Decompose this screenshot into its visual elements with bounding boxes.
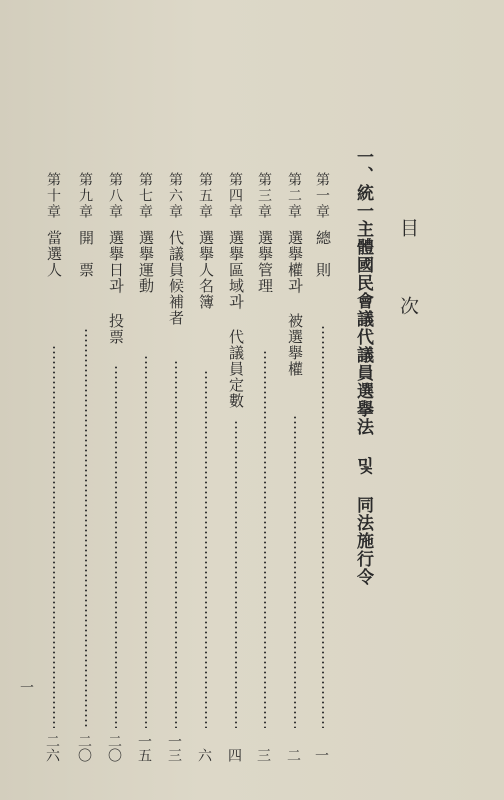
chapter-number: 第一章	[314, 172, 330, 220]
dot-leader	[85, 328, 87, 728]
page-ref: 二〇	[76, 734, 92, 762]
chapter-title: 開 票	[77, 230, 95, 278]
toc-entry[interactable]	[76, 172, 96, 762]
dot-leader	[264, 350, 266, 728]
page-ref: 六	[196, 748, 212, 762]
chapter-number: 第七章	[137, 172, 153, 220]
chapter-number: 第六章	[167, 172, 183, 220]
toc-entry[interactable]	[313, 172, 333, 762]
page-ref: 二六	[44, 734, 60, 762]
dot-leader	[294, 415, 296, 728]
toc-entry[interactable]	[226, 172, 246, 762]
page-number: 一	[18, 680, 34, 694]
chapter-title: 選擧運動	[137, 230, 155, 294]
toc-entry[interactable]	[136, 172, 156, 762]
chapter-title: 當選人	[45, 230, 63, 278]
page-ref: 三	[255, 748, 271, 762]
dot-leader	[53, 345, 55, 728]
chapter-title: 選擧人名簿	[197, 230, 215, 310]
toc-entry[interactable]	[255, 172, 275, 762]
toc-entry[interactable]	[285, 172, 305, 762]
chapter-number: 第四章	[227, 172, 243, 220]
dot-leader	[205, 370, 207, 728]
chapter-title: 代議員候補者	[167, 230, 185, 326]
dot-leader	[175, 360, 177, 728]
page-ref: 一三	[166, 734, 182, 762]
page-ref: 四	[226, 748, 242, 762]
chapter-number: 第十章	[45, 172, 61, 220]
chapter-title: 選擧權과 被選擧權	[286, 230, 304, 377]
toc-entry[interactable]	[44, 172, 64, 762]
dot-leader	[115, 365, 117, 728]
page-ref: 二	[285, 748, 301, 762]
chapter-number: 第二章	[286, 172, 302, 220]
chapter-title: 選擧區域과 代議員定數	[227, 230, 245, 409]
page-ref: 二〇	[106, 734, 122, 762]
dot-leader	[145, 355, 147, 728]
toc-heading-part2: 次	[397, 296, 419, 315]
toc-heading-part1: 目	[397, 218, 419, 237]
toc-entry[interactable]	[196, 172, 216, 762]
page-ref: 一五	[136, 734, 152, 762]
chapter-number: 第五章	[197, 172, 213, 220]
chapter-title: 選擧管理	[256, 230, 274, 294]
page-ref: 一	[313, 748, 329, 762]
chapter-number: 第九章	[77, 172, 93, 220]
toc-entry[interactable]	[106, 172, 126, 762]
chapter-number: 第三章	[256, 172, 272, 220]
chapter-number: 第八章	[107, 172, 123, 220]
toc-entry[interactable]	[166, 172, 186, 762]
section-title: 一、統一主體國民會議代議員選擧法 및 同法施行令	[353, 148, 373, 586]
dot-leader	[235, 420, 237, 728]
dot-leader	[322, 325, 324, 728]
chapter-title: 選擧日과 投票	[107, 230, 125, 345]
chapter-title: 總 則	[314, 230, 332, 278]
